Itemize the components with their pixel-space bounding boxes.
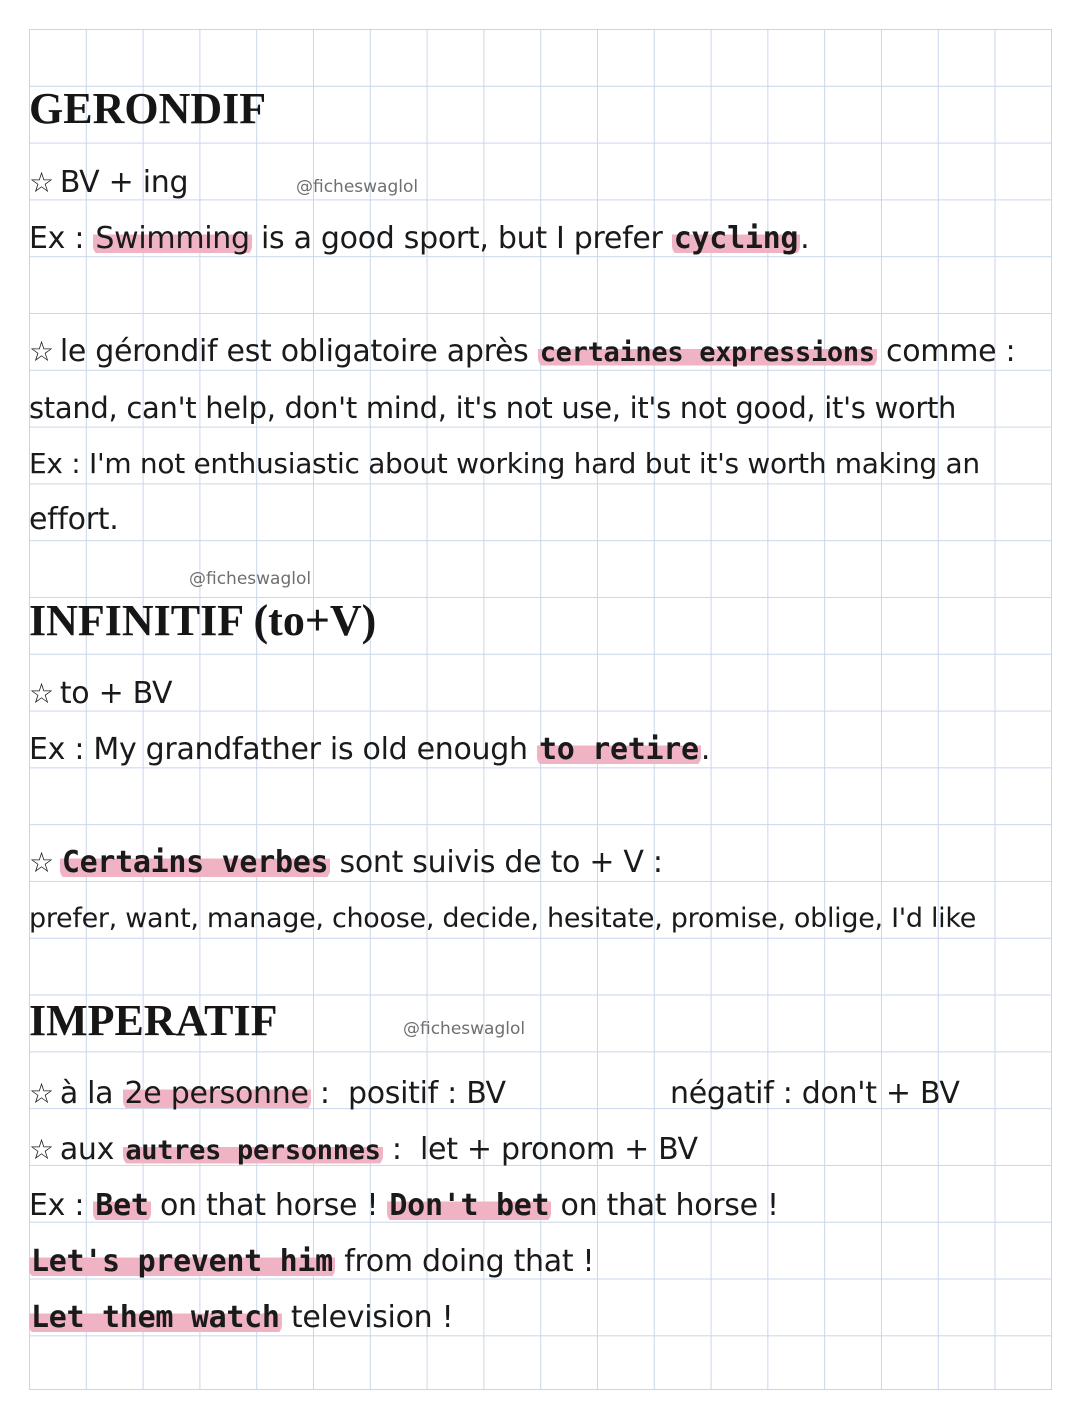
infinitif-rule-1 (29, 674, 172, 714)
rule-text: aux (59, 1132, 115, 1167)
rule-text: to + BV (59, 676, 173, 711)
star-icon: ☆ (29, 335, 54, 368)
rule-colon: : (391, 1132, 402, 1167)
imperatif-example-1 (29, 1186, 779, 1226)
example-prefix: Ex : (29, 221, 85, 256)
gerondif-example-1 (29, 219, 809, 259)
highlight: Swimming (95, 221, 250, 256)
watermark: @ficheswaglol (403, 1019, 526, 1039)
example-text: television ! (290, 1300, 454, 1335)
rule-text: comme : (886, 334, 1016, 369)
example-text: on that horse ! (159, 1188, 379, 1223)
infinitif-verb-list: prefer, want, manage, choose, decide, hesitate, promise, oblige, I'd like (29, 903, 977, 934)
highlight: to retire (538, 732, 699, 767)
gerondif-rule-2 (29, 332, 1015, 373)
example-text: from doing that ! (344, 1244, 595, 1279)
watermark: @ficheswaglol (189, 569, 312, 589)
section-title-imperatif: IMPERATIF (29, 996, 278, 1045)
example-text: Ex : My grandfather is old enough (29, 732, 528, 767)
rule-colon: : (319, 1076, 330, 1111)
section-title-gerondif: GERONDIF (29, 84, 267, 133)
highlight: autres personnes (125, 1135, 381, 1166)
highlight: Let's prevent him (31, 1244, 333, 1279)
imperatif-rule-2 (29, 1130, 402, 1171)
rule-text: sont suivis de to + V : (339, 845, 663, 880)
star-icon: ☆ (29, 846, 54, 879)
section-title-infinitif: INFINITIF (to+V) (29, 596, 377, 645)
rule-text: BV + ing (59, 165, 189, 200)
star-icon: ☆ (29, 677, 54, 710)
rule-text: le gérondif est obligatoire après (59, 334, 529, 369)
highlight: Certains verbes (61, 845, 329, 880)
imperatif-example-3 (29, 1298, 453, 1338)
example-text: is a good sport, but I prefer (261, 221, 663, 256)
imperatif-example-2 (29, 1242, 594, 1282)
example-prefix: Ex : (29, 1188, 85, 1223)
gerondif-example-2-line-1: Ex : I'm not enthusiastic about working hard but it's worth making an (29, 447, 980, 480)
imperatif-positive: positif : BV (348, 1076, 506, 1111)
highlight: Don't bet (389, 1188, 550, 1223)
gerondif-expression-list: stand, can't help, don't mind, it's not use, it's not good, it's worth (29, 391, 957, 425)
gerondif-example-2-line-2: effort. (29, 502, 119, 537)
imperatif-rule-1 (29, 1074, 330, 1114)
highlight: 2e personne (124, 1076, 309, 1111)
watermark: @ficheswaglol (296, 177, 419, 197)
star-icon: ☆ (29, 166, 54, 199)
imperatif-negative: négatif : don't + BV (670, 1076, 960, 1111)
highlight: certaines expressions (539, 337, 875, 368)
highlight: cycling (673, 221, 799, 256)
star-icon: ☆ (29, 1133, 54, 1166)
highlight: Let them watch (31, 1300, 280, 1335)
highlight: Bet (95, 1188, 149, 1223)
infinitif-rule-2 (29, 843, 663, 883)
rule-text: à la (59, 1076, 114, 1111)
gerondif-rule-1 (29, 163, 188, 203)
imperatif-let-rule: let + pronom + BV (420, 1132, 698, 1167)
infinitif-example-1 (29, 730, 710, 770)
star-icon: ☆ (29, 1077, 54, 1110)
example-text: on that horse ! (560, 1188, 779, 1223)
example-end: . (800, 221, 810, 256)
example-end: . (700, 732, 711, 767)
